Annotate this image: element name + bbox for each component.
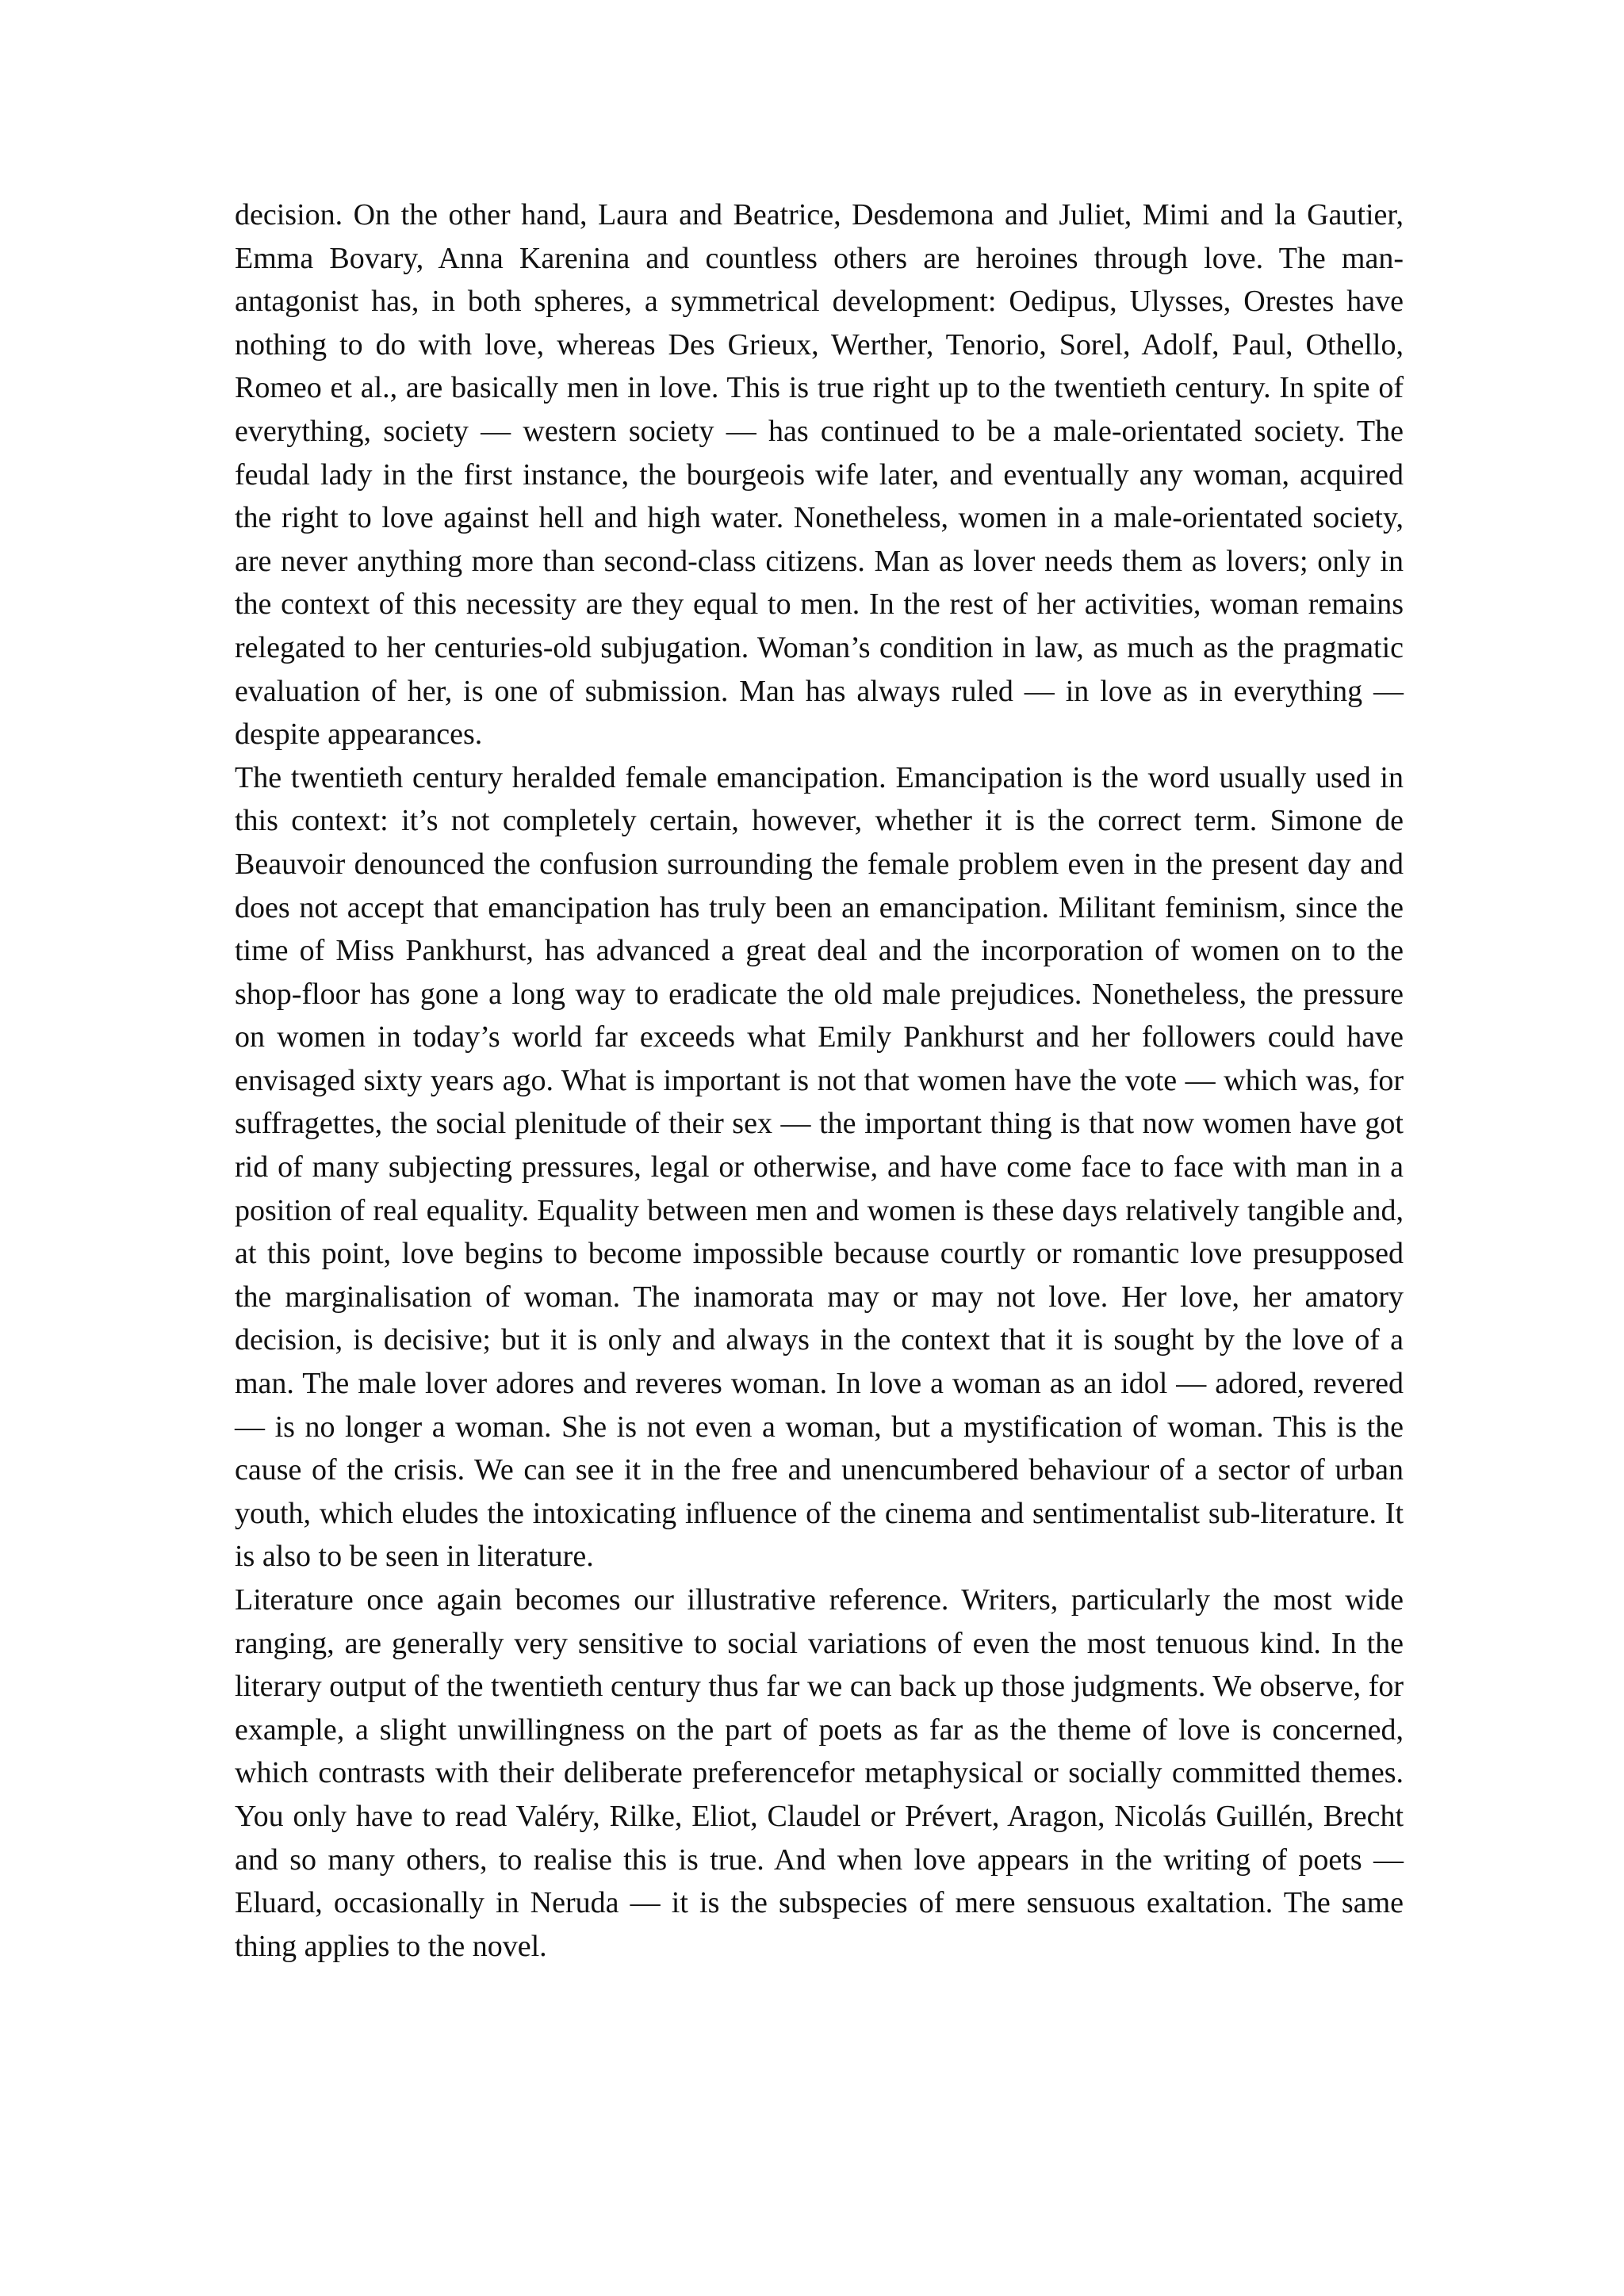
paragraph-1: decision. On the other hand, Laura and Beatrice, Desdemona and Juliet, Mimi and la Gautier, Emma Bovary, Anna Karenina and countless others are heroines through love. The man-antagonist has, in both spheres, a symmetrical development: Oedipus, Ulysses, Orestes have nothing to do with love, whereas Des Grieux, Werther, Tenorio, Sorel, Adolf, Paul, Othello, Romeo et al., are basically men in love. This is true right up to the twentieth century. In spite of everything, society — western society — has continued to be a male-orientated society. The feudal lady in the first instance, the bourgeois wife later, and eventually any woman, acquired the right to love against hell and high water. Nonetheless, women in a male-orientated society, are never anything more than second-class citizens. Man as lover needs them as lovers; only in the context of this necessity are they equal to men. In the rest of her activities, woman remains relegated to her centuries-old subjugation. Woman’s condition in law, as much as the pragmatic evaluation of her, is one of submission. Man has always ruled — in love as in everything — despite appearances. — [235, 198, 1404, 752]
paragraph-2: The twentieth century heralded female emancipation. Emancipation is the word usually used in this context: it’s not completely certain, however, whether it is the correct term. Simone de Beauvoir denounced the confusion surrounding the female problem even in the present day and does not accept that emancipation has truly been an emancipation. Militant feminism, since the time of Miss Pankhurst, has advanced a great deal and the incorporation of women on to the shop-floor has gone a long way to eradicate the old male prejudices. Nonetheless, the pressure on women in today’s world far exceeds what Emily Pankhurst and her followers could have envisaged sixty years ago. What is important is not that women have the vote — which was, for suffragettes, the social plenitude of their sex — the important thing is that now women have got rid of many subjecting pressures, legal or otherwise, and have come face to face with man in a position of real equality. Equality between men and women is these days relatively tangible and, at this point, love begins to become impossible because courtly or romantic love presupposed the marginalisation of woman. The inamorata may or may not love. Her love, her amatory decision, is decisive; but it is only and always in the context that it is sought by the love of a man. The male lover adores and reveres woman. In love a woman as an idol — adored, revered — is no longer a woman. She is not even a woman, but a mystification of woman. This is the cause of the crisis. We can see it in the free and unencumbered behaviour of a sector of urban youth, which eludes the intoxicating influence of the cinema and sentimentalist sub-literature. It is also to be seen in literature. — [235, 760, 1404, 1574]
paragraph-3: Literature once again becomes our illustrative reference. Writers, particularly the most wide ranging, are generally very sensitive to social variations of even the most tenuous kind. In the literary output of the twentieth century thus far we can back up those judgments. We observe, for example, a slight unwillingness on the part of poets as far as the theme of love is concerned, which contrasts with their deliberate preferencefor metaphysical or socially committed themes. You only have to read Valéry, Rilke, Eliot, Claudel or Prévert, Aragon, Nicolás Guillén, Brecht and so many others, to realise this is true. And when love appears in the writing of poets — Eluard, occasionally in Neruda — it is the subspecies of mere sensuous exaltation. The same thing applies to the novel. — [235, 1583, 1404, 1963]
body-text — [235, 193, 1404, 1968]
